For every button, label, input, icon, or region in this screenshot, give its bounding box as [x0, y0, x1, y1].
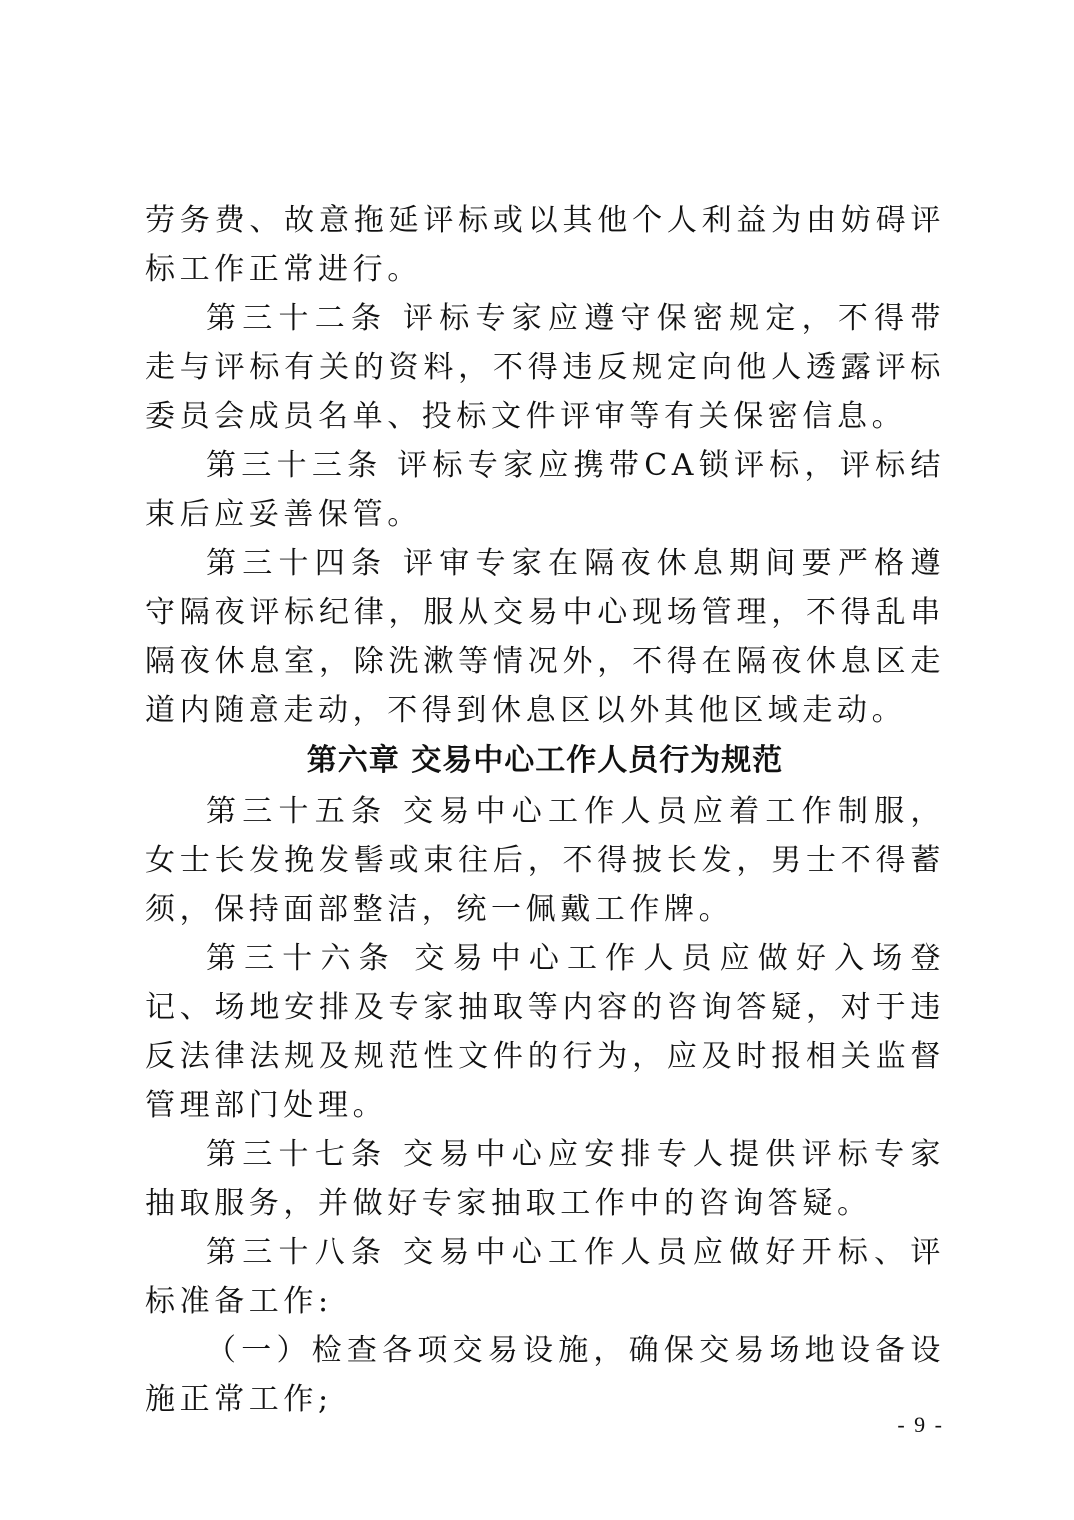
- document-body: [145, 196, 945, 1424]
- article-37: 第三十七条 交易中心应安排专人提供评标专家抽取服务，并做好专家抽取工作中的咨询答疑。: [145, 1137, 945, 1221]
- article-38: 第三十八条 交易中心工作人员应做好开标、评标准备工作:: [145, 1235, 945, 1319]
- paragraph-continuation: 劳务费、故意拖延评标或以其他个人利益为由妨碍评标工作正常进行。: [145, 203, 945, 287]
- article-32: 第三十二条 评标专家应遵守保密规定，不得带走与评标有关的资料，不得违反规定向他人透露评标委员会成员名单、投标文件评审等有关保密信息。: [145, 301, 945, 434]
- page-number: - 9 -: [897, 1412, 944, 1437]
- article-36: 第三十六条 交易中心工作人员应做好入场登记、场地安排及专家抽取等内容的咨询答疑，对于违反法律法规及规范性文件的行为，应及时报相关监督管理部门处理。: [145, 941, 945, 1123]
- chapter-heading: 第六章 交易中心工作人员行为规范: [306, 743, 784, 778]
- article-35: 第三十五条 交易中心工作人员应着工作制服，女士长发挽发髻或束往后，不得披长发，男士不得蓄须，保持面部整洁，统一佩戴工作牌。: [145, 794, 945, 927]
- article-34: 第三十四条 评审专家在隔夜休息期间要严格遵守隔夜评标纪律，服从交易中心现场管理，不得乱串隔夜休息室，除洗漱等情况外，不得在隔夜休息区走道内随意走动，不得到休息区以外其他区域走动。: [145, 546, 945, 728]
- article-38-item-1: （一）检查各项交易设施，确保交易场地设备设施正常工作;: [145, 1333, 945, 1417]
- article-33: 第三十三条 评标专家应携带CA锁评标，评标结束后应妥善保管。: [145, 448, 945, 532]
